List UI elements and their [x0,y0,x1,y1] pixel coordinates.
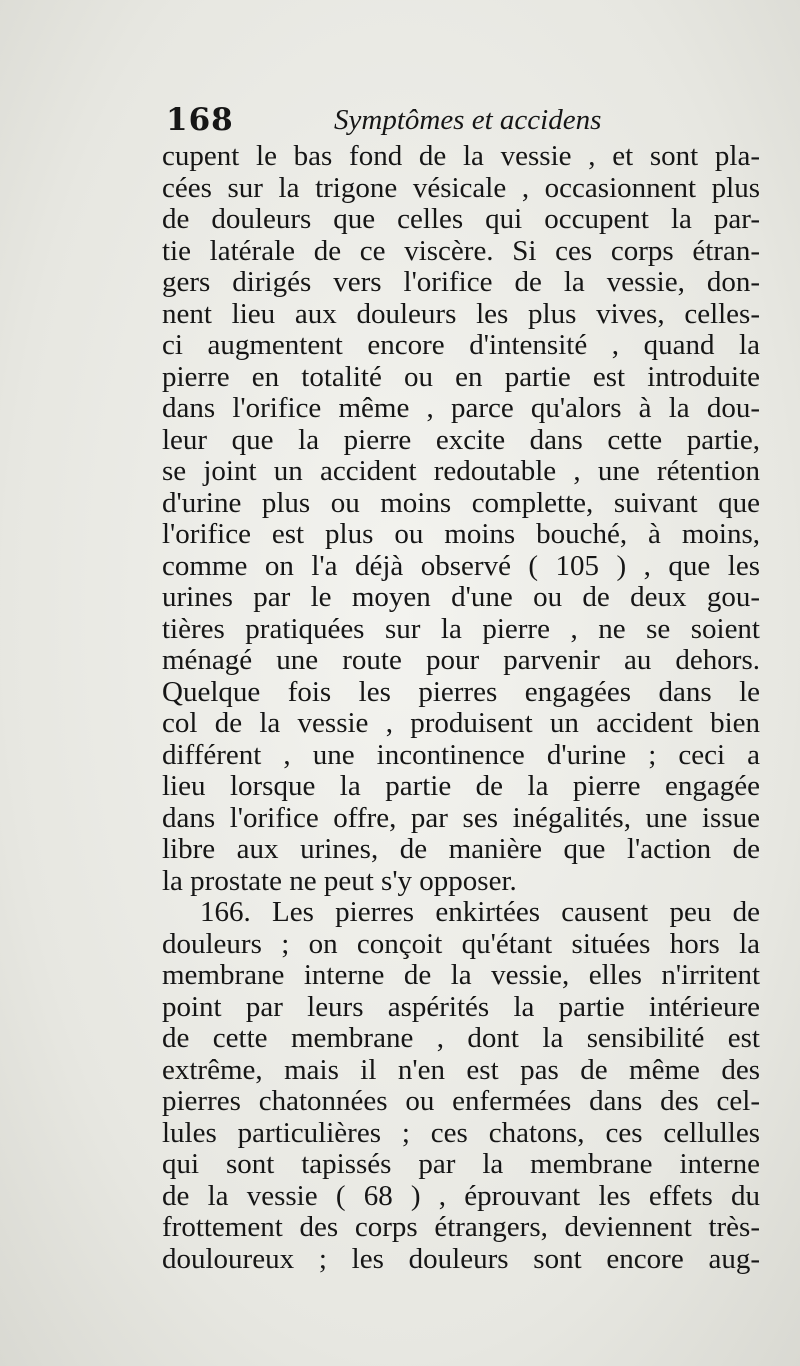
text-line: tières pratiquées sur la pierre , ne se soient [162,612,760,645]
text-line: cées sur la trigone vésicale , occasionnent plus [162,171,760,204]
text-line: pierres chatonnées ou enfermées dans des cel- [162,1085,760,1117]
text-line: dans l'orifice même , parce qu'alors à la dou- [162,392,760,424]
text-line: de cette membrane , dont la sensibilité est [162,1022,760,1054]
text-line: cupent le bas fond de la vessie , et sont pla- [162,140,760,172]
text-line: ci augmentent encore d'intensité , quand la [162,329,760,361]
body-text [162,141,760,1275]
paragraph-2 [162,897,760,1275]
page-header [166,100,756,144]
paragraph-1 [162,141,760,897]
text-line: libre aux urines, de manière que l'action de [162,833,760,865]
text-line: de douleurs que celles qui occupent la par- [162,203,760,235]
text-line: de la vessie ( 68 ) , éprouvant les effets du [162,1179,760,1212]
text-line: douleurs ; on conçoit qu'étant situées hors la [162,927,760,960]
text-line: lules particulières ; ces chatons, ces cellulles [162,1116,760,1149]
text-line: dans l'orifice offre, par ses inégalités, une issue [162,801,760,834]
text-line: lieu lorsque la partie de la pierre engagée [162,770,760,802]
text-line: 166. Les pierres enkirtées causent peu de [200,896,760,928]
text-line: membrane interne de la vessie, elles n'irritent [162,959,760,991]
text-line: col de la vessie , produisent un accident bien [162,707,760,739]
text-line: urines par le moyen d'une ou de deux gou- [162,581,760,613]
text-line: douloureux ; les douleurs sont encore aug- [162,1242,760,1275]
text-line: différent , une incontinence d'urine ; ceci a [162,738,760,771]
text-line: pierre en totalité ou en partie est introduite [162,360,760,393]
text-line: nent lieu aux douleurs les plus vives, celles- [162,297,760,330]
text-line: l'orifice est plus ou moins bouché, à moins, [162,518,760,550]
text-line: qui sont tapissés par la membrane interne [162,1148,760,1180]
text-line: se joint un accident redoutable , une rétention [162,455,760,487]
text-line: la prostate ne peut s'y opposer. [162,864,517,897]
text-line: Quelque fois les pierres engagées dans le [162,675,760,708]
page-number: 168 [166,102,234,138]
text-line: ménagé une route pour parvenir au dehors. [162,644,760,676]
text-line: d'urine plus ou moins complette, suivant que [162,486,760,519]
text-line: comme on l'a déjà observé ( 105 ) , que les [162,549,760,582]
text-line: point par leurs aspérités la partie intérieure [162,990,760,1023]
text-line: gers dirigés vers l'orifice de la vessie, don- [162,266,760,298]
text-line: tie latérale de ce viscère. Si ces corps étran- [162,234,760,267]
text-line: extrême, mais il n'en est pas de même des [162,1053,760,1086]
text-line: frottement des corps étrangers, deviennent très- [162,1211,760,1243]
running-title: Symptômes et accidens [334,104,602,136]
text-line: leur que la pierre excite dans cette partie, [162,423,760,456]
